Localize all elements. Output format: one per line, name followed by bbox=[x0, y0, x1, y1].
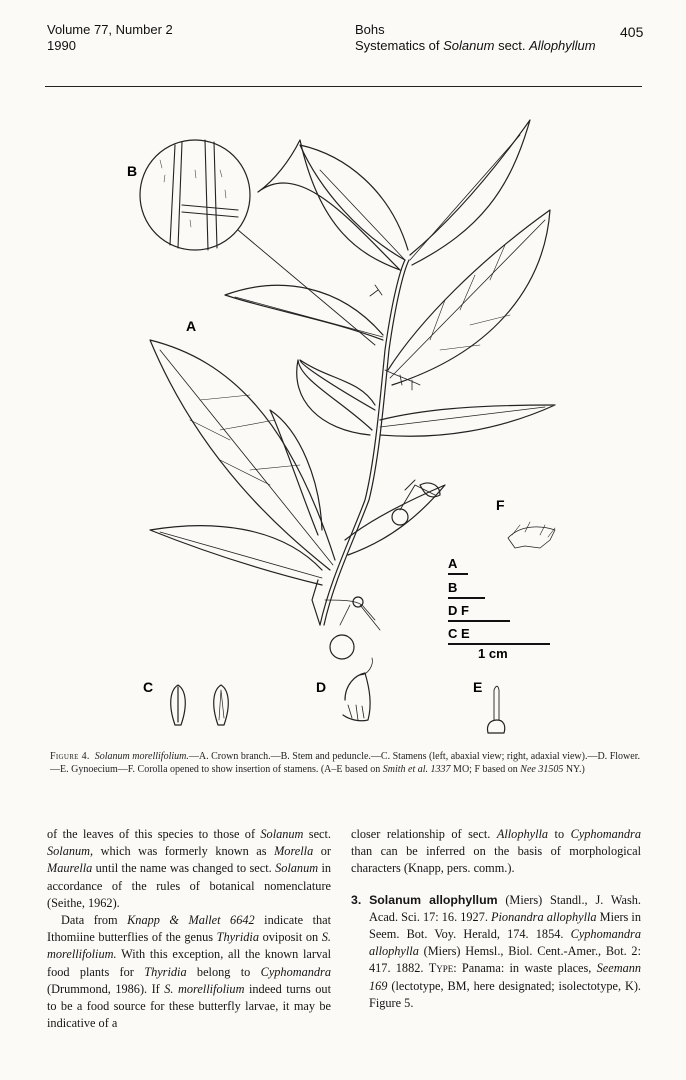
species-entry: 3. Solanum allophyllum (Miers) Standl., J. Wash. Acad. Sci. 17: 16. 1927. Pionandra allophylla Miers in Seem. Bot. Voy. Herald, 174. 1854. Cyphomandra allophylla (Miers) Hemsl., Biol. Cent.-Amer., Bot. 2: 417. 1882. Type: Panama: in waste places, Seemann 169 (lectotype, BM, here designated; isolectotype, K). Figure 5. bbox=[351, 892, 642, 1010]
leaf-top bbox=[300, 145, 408, 260]
label-c: C bbox=[143, 679, 154, 695]
journal-volume: Volume 77, Number 2 bbox=[47, 22, 173, 37]
label-b: B bbox=[127, 163, 138, 179]
scale-label-ce: C E bbox=[448, 626, 470, 641]
scale-bars bbox=[448, 556, 550, 661]
species-number: 3. bbox=[351, 892, 362, 907]
botanical-illustration bbox=[0, 100, 686, 750]
left-column bbox=[47, 826, 331, 1032]
scale-label-b: B bbox=[448, 580, 458, 595]
label-e: E bbox=[473, 679, 483, 695]
species-name: Solanum allophyllum bbox=[369, 892, 498, 907]
label-f: F bbox=[496, 497, 505, 513]
left-paragraph-2: Data from Knapp & Mallet 6642 indicate that Ithomiine butterflies of the genus Thyridia oviposit on S. morellifolium. With this exception, all the known larval food plants for Thyridia belong to Cyphomandra (Drummond, 1986). If S. morellifolium indeed turns out to be a food source for these butterfly larvae, it may be indicative of a bbox=[47, 913, 332, 1031]
caption-species: Solanum morellifolium. bbox=[94, 751, 189, 762]
running-header-left bbox=[47, 22, 173, 54]
running-title: Systematics of Solanum sect. Allophyllum bbox=[355, 38, 596, 53]
flower-d bbox=[343, 673, 370, 721]
gynoecium-e bbox=[487, 720, 504, 733]
page-number: 405 bbox=[620, 24, 644, 40]
corolla-f bbox=[508, 527, 555, 548]
left-paragraph-1: of the leaves of this species to those of Solanum sect. Solanum, which was formerly known as Morella or Maurella until the name was changed to sect. Solanum in accordance of the rules of botanical nomenclature (Seithe, 1962). bbox=[47, 827, 332, 910]
berry-upper bbox=[392, 509, 408, 525]
leaf-upper-right bbox=[410, 120, 530, 265]
right-column bbox=[351, 826, 641, 1012]
leaf-big-left bbox=[150, 340, 335, 570]
scale-unit: 1 cm bbox=[478, 646, 508, 661]
leaf-small-left bbox=[270, 410, 322, 535]
berry-lower bbox=[330, 635, 354, 659]
inset-b-circle bbox=[140, 140, 250, 250]
label-a: A bbox=[186, 318, 197, 334]
leaf-mid-right bbox=[380, 405, 555, 436]
leaf-bottom-left bbox=[150, 526, 322, 585]
journal-year: 1990 bbox=[47, 38, 76, 53]
right-paragraph-1: closer relationship of sect. Allophylla to Cyphomandra than can be inferred on the basis of morphological characters (Knapp, pers. comm.). bbox=[351, 827, 641, 876]
header-rule bbox=[45, 86, 642, 87]
figure-number: Figure 4. bbox=[50, 751, 90, 762]
scale-label-a: A bbox=[448, 556, 458, 571]
author-name: Bohs bbox=[355, 22, 385, 37]
leaf-lower-right bbox=[345, 485, 445, 555]
type-label: Type: bbox=[428, 961, 457, 976]
figure-caption: Figure 4. Solanum morellifolium.—A. Crown branch.—B. Stem and peduncle.—C. Stamens (left, abaxial view; right, adaxial view).—D. Flower.—E. Gynoecium—F. Corolla opened to show insertion of stamens. (A–E based on Smith et al. 1337 MO; F based on Nee 31505 NY.) bbox=[50, 751, 640, 775]
label-d: D bbox=[316, 679, 327, 695]
scale-label-df: D F bbox=[448, 603, 469, 618]
running-header-center bbox=[355, 22, 596, 54]
leaf-top-left bbox=[258, 140, 400, 270]
